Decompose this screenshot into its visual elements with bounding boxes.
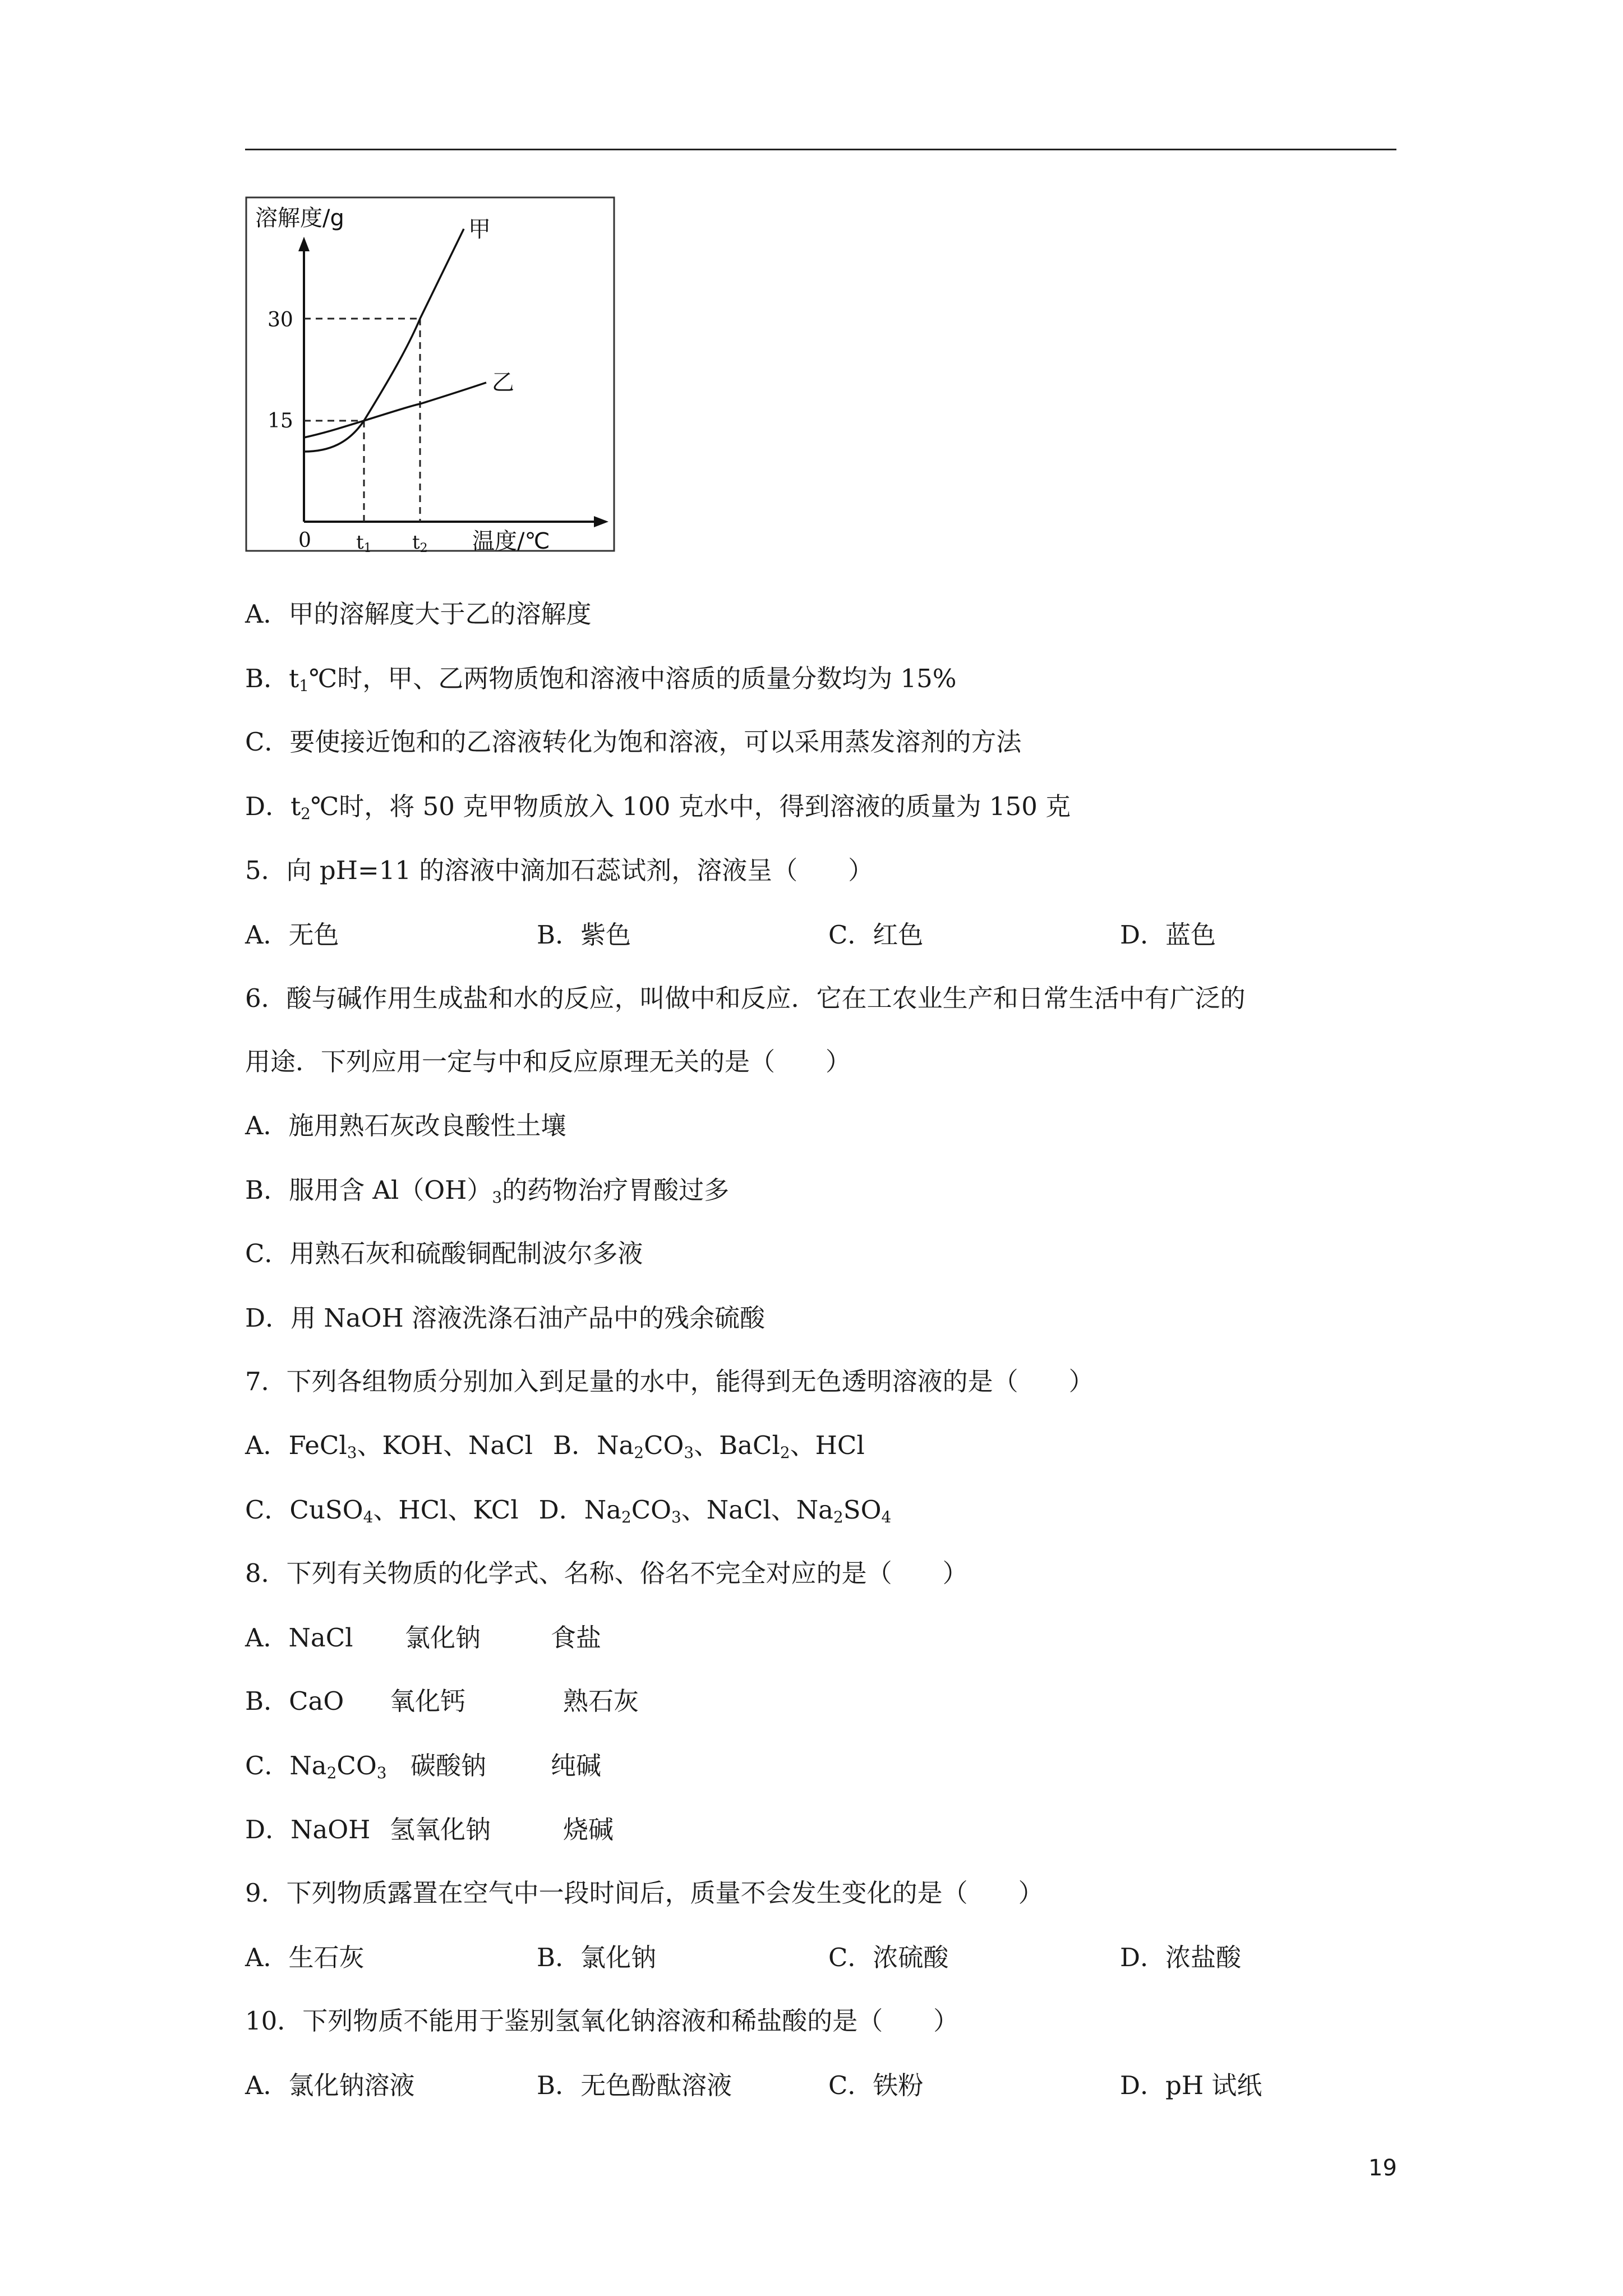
solubility-chart [245,196,615,555]
q5-option-c: C．红色 [828,920,924,950]
q4-option-c: C．要使接近饱和的乙溶液转化为饱和溶液，可以采用蒸发溶剂的方法 [245,727,1022,757]
q4-d-sub: 2 [301,804,311,823]
q5-options [245,918,1423,952]
q7-options-ab [245,1429,1423,1462]
q7-b-sub3: 2 [780,1443,790,1462]
q8-c-formula [245,1749,386,1783]
q8-option-b [245,1685,1423,1718]
q8-option-c [245,1749,1423,1783]
q10-option-c: C．铁粉 [828,2070,924,2100]
x-tick-t1: t1 [356,531,372,555]
q8-d-common: 烧碱 [563,1815,614,1844]
y-axis-arrow [298,237,310,251]
q8-b-common: 熟石灰 [563,1686,639,1716]
q6-b-post: 的药物治疗胃酸过多 [502,1175,730,1205]
series-jia-label: 甲 [468,217,491,242]
series-yi-label: 乙 [492,370,514,395]
q7-b-sub2: 3 [684,1443,694,1462]
q8-a-common: 食盐 [551,1623,602,1653]
y-axis-label: 溶解度/g [255,205,344,231]
q6-option-a: A．施用熟石灰改良酸性土壤 [245,1111,566,1140]
q8-c-common: 纯碱 [551,1751,602,1780]
q5-option-b: B．紫色 [537,920,631,950]
q6-option-d: D．用 NaOH 溶液洗涤石油产品中的残余硫酸 [245,1303,766,1333]
q8-option-d [245,1813,1423,1847]
q7-b-3: 、BaCl [694,1430,780,1460]
q10-stem: 10．下列物质不能用于鉴别氢氧化钠溶液和稀盐酸的是（ ） [245,2006,959,2036]
q8-option-a [245,1621,1423,1655]
q9-stem: 9．下列物质露置在空气中一段时间后，质量不会发生变化的是（ ） [245,1878,1044,1908]
q8-c-formula-sub1: 2 [326,1763,337,1782]
q7-d-1: D．Na [538,1495,621,1525]
x-axis-arrow [594,516,608,527]
q7-d-4: SO [843,1495,882,1525]
q8-d-name: 氢氧化钠 [390,1815,491,1844]
q7-d-sub3: 2 [833,1507,843,1526]
q4-b-pre: B．t [245,664,299,693]
q6-option-b [245,1174,1423,1207]
origin-label: 0 [298,529,311,552]
q7-a-1: A．FeCl [245,1430,347,1460]
q7-b-4: 、HCl [790,1430,865,1460]
q8-stem: 8．下列有关物质的化学式、名称、俗名不完全对应的是（ ） [245,1558,968,1588]
q6-option-c: C．用熟石灰和硫酸铜配制波尔多液 [245,1239,643,1268]
q10-options [245,2069,1423,2102]
q7-d-3: 、NaCl、Na [681,1495,833,1525]
q4-b-post: ℃时，甲、乙两物质饱和溶液中溶质的质量分数均为 15% [308,664,957,693]
q8-c-name: 碳酸钠 [411,1751,487,1780]
q10-option-a: A．氯化钠溶液 [245,2070,415,2100]
page-number: 19 [1368,2155,1397,2181]
x-tick-t2: t2 [412,531,428,555]
series-yi-line [304,383,486,438]
q6-b-pre: B．服用含 Al（OH） [245,1175,492,1205]
q8-c-formula-sub2: 3 [376,1763,387,1782]
q7-c-sub: 4 [363,1507,374,1526]
series-jia-line [304,229,464,452]
q7-b-sub1: 2 [634,1443,644,1462]
q8-b-name: 氧化钙 [390,1686,466,1716]
q8-d-formula: D．NaOH [245,1815,371,1844]
q4-option-b [245,662,1423,696]
q8-a-name: 氯化钠 [405,1623,481,1653]
q4-d-post: ℃时，将 50 克甲物质放入 100 克水中，得到溶液的质量为 150 克 [310,792,1071,821]
q7-a-sub: 3 [347,1443,357,1462]
q7-d-sub4: 4 [881,1507,892,1526]
x-axis-label: 温度/℃ [472,528,550,554]
q7-c-2: 、HCl、KCl [373,1495,519,1525]
q4-d-pre: D．t [245,792,301,821]
q8-c-formula-mid: CO [336,1751,377,1780]
q7-b-2: CO [644,1430,684,1460]
q9-option-b: B．氯化钠 [537,1943,657,1972]
q7-stem: 7．下列各组物质分别加入到足量的水中，能得到无色透明溶液的是（ ） [245,1366,1094,1396]
q6-stem-line2: 用途．下列应用一定与中和反应原理无关的是（ ） [245,1047,851,1076]
q5-stem: 5．向 pH=11 的溶液中滴加石蕊试剂，溶液呈（ ） [245,855,874,885]
header-rule [245,149,1396,150]
q10-option-d: D．pH 试纸 [1120,2070,1262,2100]
q4-option-a: A．甲的溶解度大于乙的溶解度 [245,599,592,629]
q5-option-a: A．无色 [245,920,339,950]
q6-stem-line1: 6．酸与碱作用生成盐和水的反应，叫做中和反应．它在工农业生产和日常生活中有广泛的 [245,983,1246,1013]
q6-b-sub: 3 [492,1188,502,1207]
q4-b-sub: 1 [299,676,309,695]
q9-option-a: A．生石灰 [245,1943,365,1972]
q9-options [245,1941,1423,1975]
q9-option-d: D．浓盐酸 [1120,1943,1242,1972]
q8-c-formula-pre: C．Na [245,1751,327,1780]
q9-option-c: C．浓硫酸 [828,1943,949,1972]
q7-c-1: C．CuSO [245,1495,363,1525]
solubility-figure [245,196,615,555]
q7-d-2: CO [631,1495,672,1525]
q7-a-2: 、KOH、NaCl [357,1430,533,1460]
q7-d-sub2: 3 [671,1507,681,1526]
q8-a-formula: A．NaCl [245,1623,353,1653]
q10-option-b: B．无色酚酞溶液 [537,2070,732,2100]
q7-d-sub1: 2 [621,1507,631,1526]
q7-b-1: B．Na [553,1430,634,1460]
q7-options-cd [245,1493,1423,1527]
q4-option-d [245,790,1423,823]
q5-option-d: D．蓝色 [1120,920,1216,950]
y-tick-15: 15 [268,409,293,432]
y-tick-30: 30 [268,309,293,332]
q8-b-formula: B．CaO [245,1686,344,1716]
